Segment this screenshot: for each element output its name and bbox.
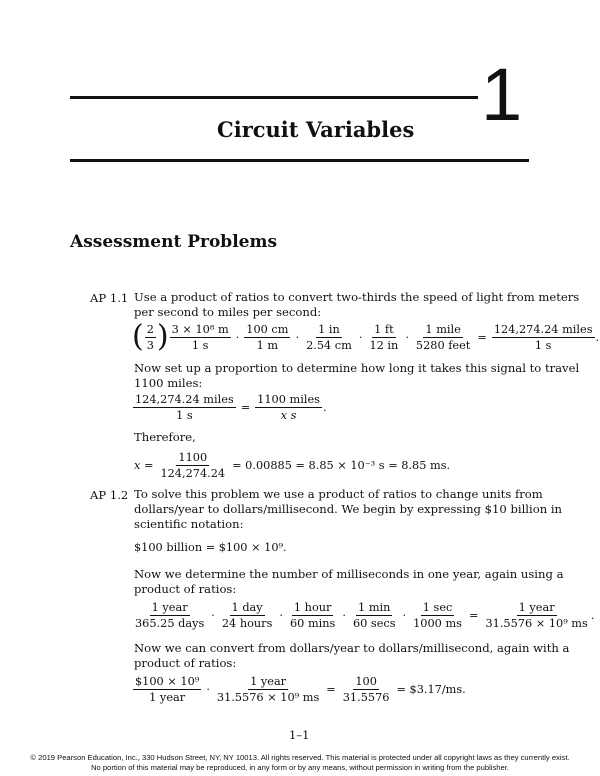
ap12-intro-line-2: dollars/year to dollars/millisecond. We begin by expressing $10 billion in [134, 502, 563, 516]
ap12-mid-line-3: Now we can convert from dollars/year to dollars/millisecond, again with a [134, 641, 570, 655]
bottom-rule [70, 159, 529, 162]
ap12-intro-line-1: To solve this problem we use a product of ratios to change units from [134, 487, 543, 501]
ap12-equation-1: $100 billion = $100 × 10⁹. [134, 541, 287, 554]
chapter-title: Circuit Variables [217, 117, 415, 142]
fraction: $\frac{1 \min}{60 \sec s}$ [352, 601, 396, 630]
ap11-equation-3: x = $\frac{1100}{124,274.24}$ = 0.00885 = 8.85 × 10⁻³ s = 8.85 ms. [134, 451, 451, 480]
left-paren: ( [132, 319, 144, 354]
copyright-line-2: No portion of this material may be reproduced, in any form or by any means, without permission in writing from the publisher. [91, 763, 509, 772]
ap12-equation-2: $\frac{\text{1 year}}{\text{365.25 days}}$ · $\frac{\text{1 day}}{\text{24 hours}}$ · $\frac{\text{1 hour}}{60 \min s}$ · $\frac{1 \min}{60 \sec s}$ · $\frac{1 \sec}{1000 ms}$ = $\frac{\text{1 year}}{\text{31.5576 × 10⁹ ms}}$ . [135, 601, 595, 630]
top-rule [70, 96, 478, 99]
problem-label-ap12: AP 1.2 [90, 488, 129, 502]
fraction: $\frac{1100}{124,274.24}$ [160, 451, 226, 480]
fraction: $\frac{1 \sec}{1000 ms}$ [413, 601, 462, 630]
fraction: $\frac{100}{31.5576}$ [342, 675, 390, 704]
fraction: $\frac{1 in}{2.54 cm}$ [306, 322, 352, 352]
section-title: Assessment Problems [70, 232, 278, 252]
fraction: $\frac{\text{1 day}}{\text{24 hours}}$ [221, 601, 273, 630]
fraction: $\frac{\text{1 year}}{\text{365.25 days}}$ [135, 601, 205, 630]
ap11-mid-line-2: 1100 miles: [134, 376, 203, 390]
ap11-intro-line-2: per second to miles per second: [134, 305, 322, 319]
fraction: $\frac{\text{1 year}}{\text{31.5576 × 10⁹ ms}}$ [216, 675, 320, 704]
chapter-number: 1 [481, 53, 523, 136]
fraction: $\frac{\text{124,274.24 miles}}{1 s}$ [135, 393, 234, 422]
fraction: $\frac{100 cm}{1 m}$ [246, 322, 289, 352]
fraction: $\frac{\text{\$100 × 10⁹}}{\text{1 year}}$ [135, 675, 200, 704]
ap11-equation-2: $\frac{\text{124,274.24 miles}}{1 s}$ = $\frac{\text{1100 miles}}{\text{x s}}$ . [135, 393, 327, 422]
fraction: $\frac{\text{1 year}}{\text{31.5576 × 10⁹ ms}}$ [485, 601, 588, 630]
fraction: $\frac{2}{3}$ [146, 322, 154, 352]
ap11-mid-line-1: Now set up a proportion to determine how long it takes this signal to travel [134, 361, 580, 375]
fraction: $\frac{\text{1 mile}}{\text{5280 feet}}$ [415, 322, 471, 352]
fraction: $\frac{\text{124,274.24 miles}}{1 s}$ [493, 322, 593, 352]
page-number: 1–1 [289, 728, 310, 742]
fraction: $\frac{\text{3 × 10⁸ m}}{1 s}$ [171, 322, 229, 352]
fraction: $\frac{1 ft}{12 in}$ [369, 322, 399, 352]
ap12-mid-line-4: product of ratios: [134, 656, 237, 670]
ap11-intro-line-1: Use a product of ratios to convert two-thirds the speed of light from meters [134, 290, 580, 304]
right-paren: ) [156, 319, 169, 354]
problem-label-ap11: AP 1.1 [90, 291, 129, 305]
fraction: $\frac{\text{1 hour}}{60 \min s}$ [289, 601, 336, 630]
copyright-line-1: © 2019 Pearson Education, Inc., 330 Hudson Street, NY, NY 10013. All rights reserved. This material is protected under all copyright laws as they currently exist. [30, 753, 570, 762]
ap12-mid-line-1: Now we determine the number of milliseconds in one year, again using a [134, 567, 564, 581]
ap12-mid-line-2: product of ratios: [134, 582, 237, 596]
ap12-intro-line-3: scientific notation: [134, 517, 244, 531]
fraction: $\frac{\text{1100 miles}}{\text{x s}}$ [257, 393, 320, 422]
ap11-therefore: Therefore, [134, 430, 196, 444]
ap12-equation-3: $\frac{\text{\$100 × 10⁹}}{\text{1 year}}$ · $\frac{\text{1 year}}{\text{31.5576 × 10⁹ ms}}$ = $\frac{100}{31.5576}$ = $3.17/ms. [135, 675, 466, 704]
ap11-equation-1: ( $\frac{2}{3}$ ) $\frac{\text{3 × 10⁸ m}}{1 s}$ · $\frac{100 cm}{1 m}$ · $\frac{1 in}{2.54 cm}$ · $\frac{1 ft}{12 in}$ · $\frac{\text{1 mile}}{\text{5280 feet}}$ = $\frac{\text{124,274.24 miles}}{1 s}$ . [132, 319, 600, 354]
